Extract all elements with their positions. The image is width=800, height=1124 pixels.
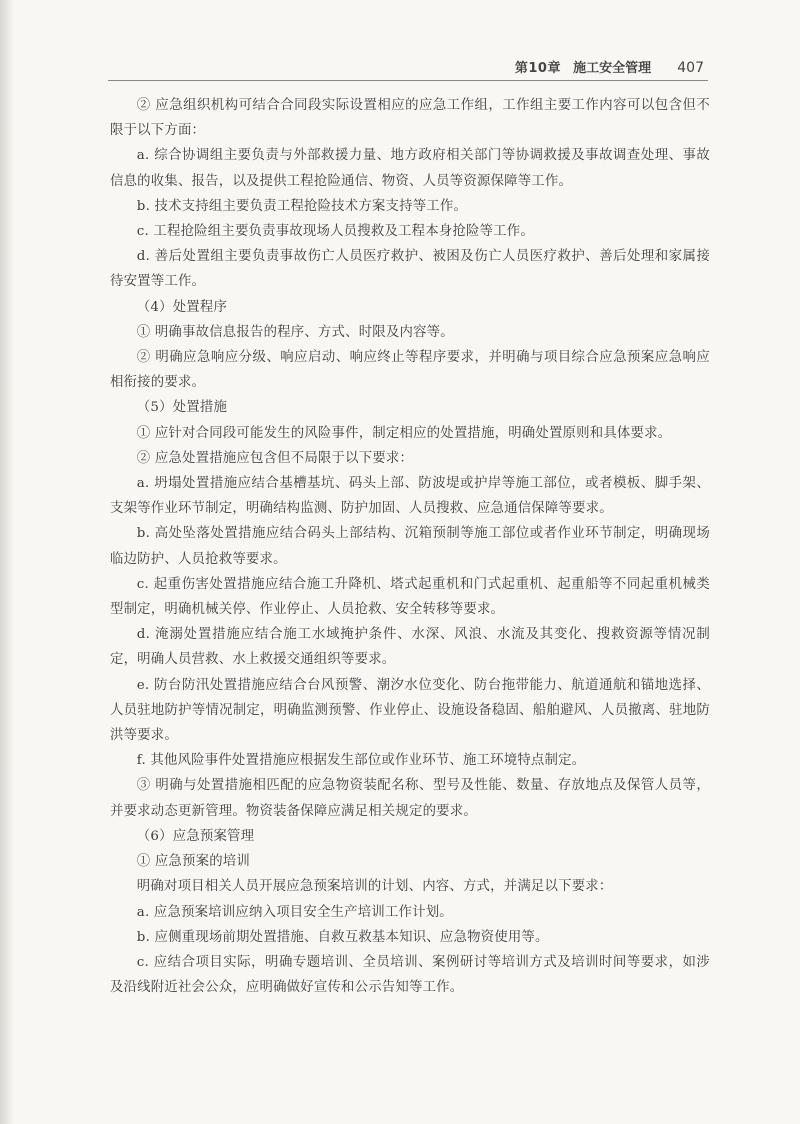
paragraph: a. 应急预案培训应纳入项目安全生产培训工作计划。: [136, 904, 453, 920]
paragraph: a. 坍塌处置措施应结合基槽基坑、码头上部、防波堤或护岸等施工部位，或者模板、脚手架、支架等作业环节制定，明确结构监测、防护加固、人员搜救、应急通信保障等要求。: [110, 476, 710, 517]
paragraph: ② 应急组织机构可结合合同段实际设置相应的应急工作组，工作组主要工作内容可以包含但不限于以下方面：: [110, 98, 710, 139]
paragraph: c. 工程抢险组主要负责事故现场人员搜救及工程本身抢险等工作。: [136, 224, 534, 240]
section-heading: （4）处置程序: [136, 299, 228, 315]
paragraph: ③ 明确与处置措施相匹配的应急物资装配名称、型号及性能、数量、存放地点及保管人员等，并要求动态更新管理。物资装备保障应满足相关规定的要求。: [110, 778, 710, 819]
paragraph: b. 技术支持组主要负责工程抢险技术方案支持等工作。: [136, 198, 468, 214]
paragraph: f. 其他风险事件处置措施应根据发生部位或作业环节、施工环境特点制定。: [136, 753, 586, 769]
chapter-title: 施工安全管理: [573, 61, 652, 76]
paragraph: ② 明确应急响应分级、响应启动、响应终止等程序要求，并明确与项目综合应急预案应急响应相衔接的要求。: [110, 350, 710, 391]
page-number: 407: [677, 60, 704, 76]
paragraph: ① 应针对合同段可能发生的风险事件，制定相应的处置措施，明确处置原则和具体要求。: [136, 425, 672, 441]
chapter-number: 第10章: [514, 61, 561, 76]
paragraph: ② 应急处置措施应包含但不局限于以下要求：: [136, 450, 414, 466]
paragraph: e. 防台防汛处置措施应结合台风预警、潮汐水位变化、防台拖带能力、航道通航和锚地选择、人员驻地防护等情况制定，明确监测预警、作业停止、设施设备稳固、船舶避风、人员撤离、驻地防洪等要求。: [110, 677, 710, 744]
page-gutter-shadow: [0, 0, 14, 1124]
subsection-heading: ① 应急预案的培训: [136, 854, 250, 870]
body-text: [110, 93, 710, 1000]
paragraph: ① 明确事故信息报告的程序、方式、时限及内容等。: [136, 324, 454, 340]
section-heading: （6）应急预案管理: [136, 828, 255, 844]
header-divider: [108, 80, 708, 81]
paragraph: c. 起重伤害处置措施应结合施工升降机、塔式起重机和门式起重机、起重船等不同起重机械类型制定，明确机械关停、作业停止、人员抢救、安全转移等要求。: [110, 576, 710, 618]
paragraph: a. 综合协调组主要负责与外部救援力量、地方政府相关部门等协调救援及事故调查处理、事故信息的收集、报告，以及提供工程抢险通信、物资、人员等资源保障等工作。: [110, 148, 710, 189]
paragraph: b. 应侧重现场前期处置措施、自救互救基本知识、应急物资使用等。: [136, 929, 549, 945]
section-heading: （5）处置措施: [136, 400, 228, 416]
paragraph: d. 淹溺处置措施应结合施工水域掩护条件、水深、风浪、水流及其变化、搜救资源等情况制定，明确人员营救、水上救援交通组织等要求。: [110, 627, 710, 668]
paragraph: d. 善后处置组主要负责事故伤亡人员医疗救护、被困及伤亡人员医疗救护、善后处理和家属接待安置等工作。: [110, 249, 710, 290]
paragraph: 明确对项目相关人员开展应急预案培训的计划、内容、方式，并满足以下要求：: [136, 879, 613, 895]
paragraph: c. 应结合项目实际，明确专题培训、全员培训、案例研讨等培训方式及培训时间等要求，如涉及沿线附近社会公众，应明确做好宣传和公示告知等工作。: [110, 954, 710, 996]
running-header: [515, 57, 704, 76]
paragraph: b. 高处坠落处置措施应结合码头上部结构、沉箱预制等施工部位或者作业环节制定，明确现场临边防护、人员抢救等要求。: [110, 526, 710, 567]
